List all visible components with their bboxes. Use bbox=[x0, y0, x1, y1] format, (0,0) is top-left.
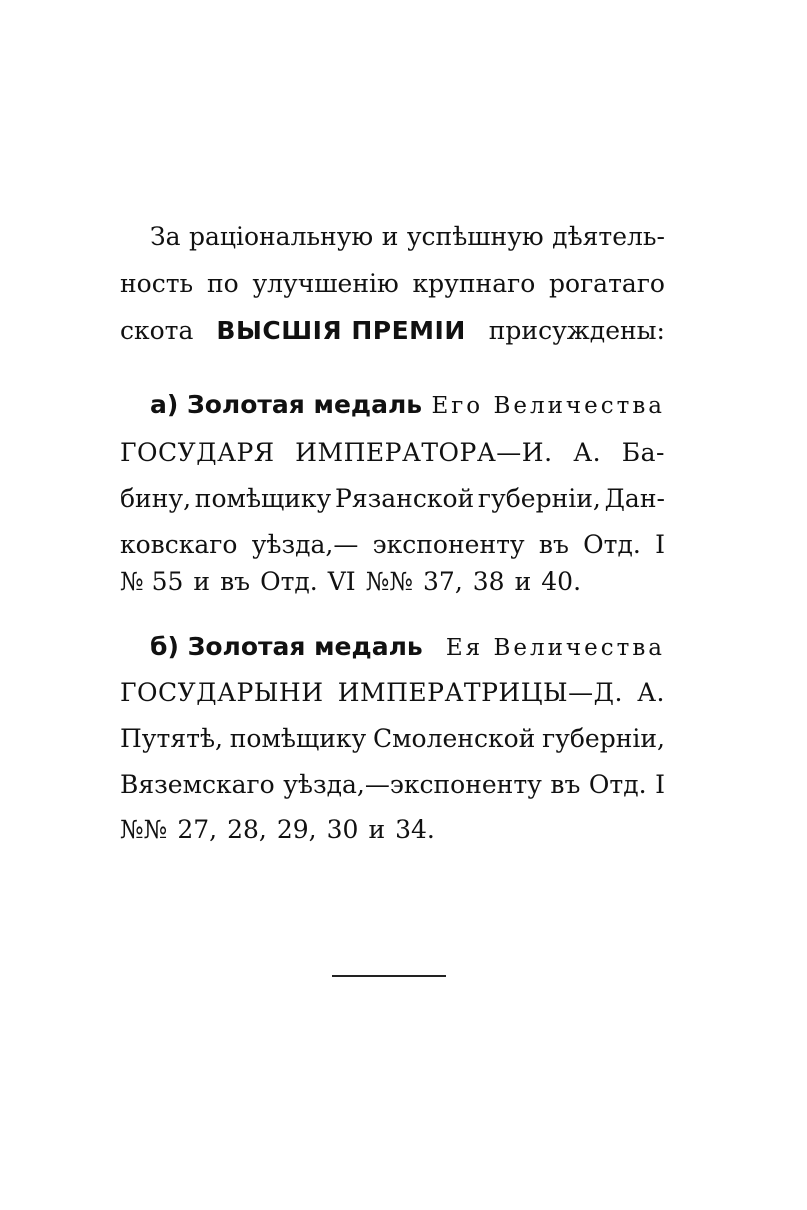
word: уѣзда,— bbox=[251, 530, 359, 559]
word: улучшенію bbox=[252, 269, 399, 298]
word: и bbox=[381, 222, 399, 251]
word: 34. bbox=[395, 815, 435, 844]
word: по bbox=[206, 269, 239, 298]
para-b-line-3 bbox=[120, 724, 665, 754]
word: Рязанской bbox=[335, 484, 475, 513]
word: Путятѣ, bbox=[120, 724, 223, 753]
gold-medal-label-a: а) Золотая медаль bbox=[150, 390, 423, 419]
para-b-line-5 bbox=[120, 815, 665, 845]
word: бину, bbox=[120, 484, 192, 513]
para-a-line-3 bbox=[120, 484, 665, 514]
word: губерніи, bbox=[477, 484, 601, 513]
word: помѣщику bbox=[229, 724, 367, 753]
intro-line-1 bbox=[120, 222, 665, 252]
word: 40. bbox=[541, 567, 582, 596]
word: и bbox=[514, 567, 532, 596]
word: дѣятель- bbox=[552, 222, 665, 251]
word: крупнаго bbox=[412, 269, 536, 298]
word: ИМПЕРАТОРА—И. bbox=[295, 438, 553, 467]
word: 38 bbox=[472, 567, 505, 596]
word: губерніи, bbox=[542, 724, 665, 753]
word: успѣшную bbox=[406, 222, 544, 251]
para-a-line-1 bbox=[120, 390, 665, 421]
para-b-line-2 bbox=[120, 678, 665, 708]
word: Отд. bbox=[583, 530, 641, 559]
word: ность bbox=[120, 269, 194, 298]
majesty-title-b: Ея Величества bbox=[445, 635, 665, 661]
word: и bbox=[368, 815, 386, 844]
word: уѣзда,—экспоненту bbox=[283, 770, 542, 799]
word: въ bbox=[550, 770, 581, 799]
word: I bbox=[655, 530, 665, 559]
majesty-title-a: Его Величества bbox=[431, 393, 665, 419]
word: 28, bbox=[227, 815, 267, 844]
word: № 55 bbox=[120, 567, 184, 596]
word: скота bbox=[120, 316, 194, 345]
word: Смоленской bbox=[372, 724, 536, 753]
intro-line-3 bbox=[120, 316, 665, 346]
word: 30 bbox=[326, 815, 359, 844]
word: рогатаго bbox=[549, 269, 665, 298]
section-divider bbox=[332, 975, 446, 977]
word: и bbox=[193, 567, 211, 596]
word: ковскаго bbox=[120, 530, 238, 559]
word: присуждены: bbox=[488, 316, 665, 345]
word: экспоненту bbox=[372, 530, 525, 559]
word: Отд. bbox=[260, 567, 318, 596]
word: Вяземскаго bbox=[120, 770, 275, 799]
para-a-line-5 bbox=[120, 567, 665, 597]
word: А. bbox=[573, 438, 602, 467]
word: №№ bbox=[365, 567, 414, 596]
word: 37, bbox=[423, 567, 463, 596]
para-a-line-2 bbox=[120, 438, 665, 468]
para-a-line-4 bbox=[120, 530, 665, 560]
word: 27, bbox=[177, 815, 218, 844]
word: I bbox=[655, 770, 665, 799]
word: ГОСУДАРЯ bbox=[120, 438, 275, 467]
highest-prizes-heading: ВЫСШІЯ ПРЕМІИ bbox=[216, 316, 466, 345]
word: въ bbox=[220, 567, 251, 596]
word: А. bbox=[637, 678, 665, 707]
word: раціональную bbox=[188, 222, 374, 251]
word: ИМПЕРАТРИЦЫ—Д. bbox=[337, 678, 623, 707]
word: За bbox=[150, 222, 181, 251]
word: ГОСУДАРЫНИ bbox=[120, 678, 324, 707]
word: 29, bbox=[276, 815, 317, 844]
para-b-line-1 bbox=[120, 632, 665, 663]
intro-line-2 bbox=[120, 269, 665, 299]
word: №№ bbox=[120, 815, 168, 844]
word: помѣщику bbox=[194, 484, 332, 513]
word: Ба- bbox=[621, 438, 665, 467]
word: въ bbox=[538, 530, 569, 559]
gold-medal-label-b: б) Золотая медаль bbox=[150, 632, 423, 661]
word: Дан- bbox=[604, 484, 665, 513]
word: VI bbox=[327, 567, 356, 596]
para-b-line-4 bbox=[120, 770, 665, 800]
word: Отд. bbox=[588, 770, 647, 799]
